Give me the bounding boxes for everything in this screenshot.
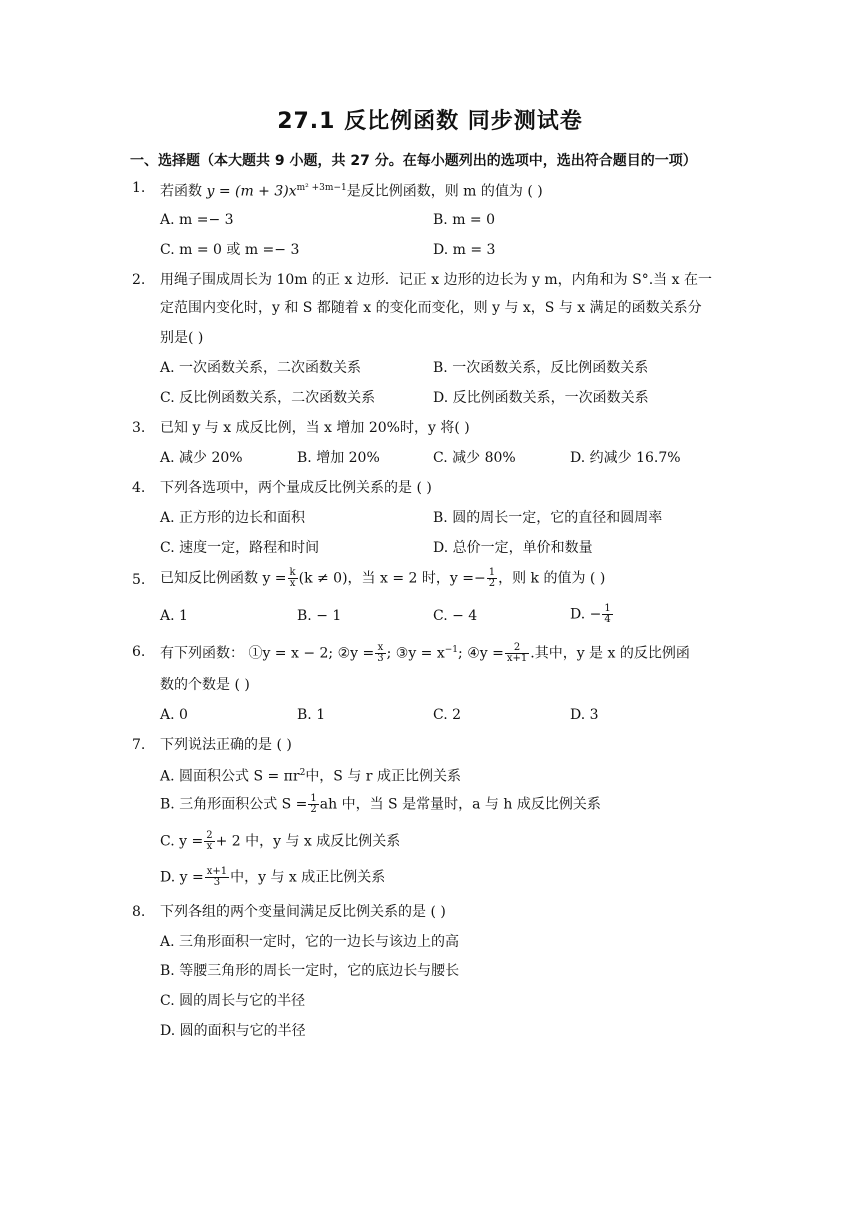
option-b: B. 1	[297, 707, 326, 723]
option-b	[160, 794, 601, 815]
option-a: A. m =− 3	[160, 212, 234, 228]
section-heading: 一、选择题（本大题共 9 小题，共 27 分。在每小题列出的选项中，选出符合题目的一项）	[130, 153, 697, 169]
option-text: C. y =	[160, 833, 204, 850]
option-c: C. − 4	[433, 608, 478, 624]
question-number: 7.	[132, 737, 146, 753]
option-text: D. y =	[160, 869, 204, 886]
question-stem-line: 数的个数是 ( )	[160, 677, 250, 693]
option-c: C. 速度一定，路程和时间	[160, 540, 320, 556]
numerator: 1	[488, 567, 496, 578]
numerator: x+1	[206, 866, 228, 877]
stem-text: ; ④y =	[458, 645, 504, 662]
option-a: A. 减少 20%	[160, 450, 243, 466]
question-number: 8.	[132, 904, 146, 920]
numerator: 1	[310, 793, 317, 804]
question-stem	[160, 640, 730, 664]
question-stem: 已知 y 与 x 成反比例，当 x 增加 20%时，y 将( )	[160, 420, 470, 436]
option-b: B. 等腰三角形的周长一定时，它的底边长与腰长	[160, 963, 460, 979]
denominator: 4	[604, 614, 611, 625]
option-text: ah 中，当 S 是常量时，a 与 h 成反比例关系	[319, 796, 601, 813]
fraction	[288, 568, 298, 589]
numerator: k	[289, 567, 296, 578]
option-d: D. 反比例函数关系，一次函数关系	[433, 390, 649, 406]
exponent: 2	[299, 768, 306, 778]
stem-text: .其中，y 是 x 的反比例函	[530, 645, 690, 662]
question-stem: 下列各选项中，两个量成反比例关系的是 ( )	[160, 480, 432, 496]
option-c	[160, 831, 400, 852]
option-a: A. 三角形面积一定时，它的一边长与该边上的高	[160, 934, 460, 950]
option-c: C. m = 0 或 m =− 3	[160, 242, 300, 258]
option-a: A. 一次函数关系，二次函数关系	[160, 360, 362, 376]
option-a: A. 1	[160, 608, 188, 624]
option-d	[570, 604, 614, 625]
fraction	[602, 604, 612, 625]
option-a: A. 0	[160, 707, 188, 723]
fraction	[204, 831, 214, 852]
option-text: A. 圆面积公式 S = πr	[160, 768, 300, 785]
option-b: B. 增加 20%	[297, 450, 380, 466]
stem-exponent: m² +3m−1	[296, 183, 347, 193]
option-c: C. 反比例函数关系，二次函数关系	[160, 390, 376, 406]
numerator: 1	[604, 603, 611, 614]
option-d: D. 3	[570, 707, 599, 723]
denominator: 3	[377, 653, 384, 665]
denominator: x	[289, 578, 296, 589]
stem-exponent: −1	[444, 645, 459, 655]
page-title: 27.1 反比例函数 同步测试卷	[277, 109, 583, 134]
question-number: 6.	[132, 644, 146, 660]
fraction	[487, 568, 497, 589]
option-b: B. m = 0	[433, 212, 496, 228]
question-stem-line: 用绳子围成周长为 10m 的正 x 边形．记正 x 边形的边长为 y m，内角和为 S°.当 x 在一	[160, 272, 712, 288]
option-d	[160, 867, 385, 888]
fraction	[505, 643, 529, 664]
stem-text: ; ③y = x	[386, 645, 445, 662]
fraction	[308, 794, 318, 815]
option-a	[160, 763, 461, 787]
stem-text: 有下列函数： ①y = x − 2; ②y =	[160, 645, 375, 662]
option-text: B. 三角形面积公式 S =	[160, 796, 308, 813]
stem-text: (k ≠ 0)，当 x = 2 时，y =−	[298, 570, 486, 587]
numerator: 2	[505, 643, 529, 654]
stem-text: 是反比例函数，则 m 的值为 ( )	[346, 183, 543, 200]
denominator: 3	[213, 877, 221, 888]
option-text: 中，y 与 x 成正比例关系	[230, 869, 386, 886]
stem-text: 若函数	[160, 183, 207, 200]
denominator: x+1	[506, 653, 528, 665]
question-stem-line: 定范围内变化时，y 和 S 都随着 x 的变化而变化，则 y 与 x，S 与 x 满足的函数关系分	[160, 300, 702, 316]
question-number: 4.	[132, 480, 146, 496]
option-text: 中，S 与 r 成正比例关系	[305, 768, 461, 785]
option-b: B. − 1	[297, 608, 342, 624]
stem-text: 已知反比例函数 y =	[160, 570, 287, 587]
option-c: C. 减少 80%	[433, 450, 516, 466]
option-d: D. 圆的面积与它的半径	[160, 1023, 306, 1039]
option-label: D. −	[570, 606, 602, 623]
stem-formula: y = (m + 3)x	[206, 183, 297, 200]
denominator: 2	[310, 804, 317, 815]
option-b: B. 一次函数关系，反比例函数关系	[433, 360, 649, 376]
question-stem-line: 别是( )	[160, 330, 204, 346]
numerator: x	[375, 643, 385, 654]
question-number: 5.	[132, 572, 146, 588]
question-stem: 下列说法正确的是 ( )	[160, 737, 292, 753]
denominator: 2	[488, 578, 496, 589]
question-number: 1.	[132, 180, 146, 196]
option-text: + 2 中，y 与 x 成反比例关系	[215, 833, 401, 850]
numerator: 2	[206, 830, 213, 841]
option-b: B. 圆的周长一定，它的直径和圆周率	[433, 510, 663, 526]
option-d: D. m = 3	[433, 242, 496, 258]
stem-text: ，则 k 的值为 ( )	[498, 570, 606, 587]
option-d: D. 总价一定，单价和数量	[433, 540, 593, 556]
fraction	[205, 867, 229, 888]
question-stem	[160, 568, 730, 589]
option-c: C. 2	[433, 707, 462, 723]
question-number: 3.	[132, 420, 146, 436]
option-c: C. 圆的周长与它的半径	[160, 993, 306, 1009]
question-stem	[160, 178, 730, 202]
fraction	[375, 643, 385, 664]
question-number: 2.	[132, 272, 146, 288]
denominator: x	[206, 841, 213, 852]
option-a: A. 正方形的边长和面积	[160, 510, 306, 526]
option-d: D. 约减少 16.7%	[570, 450, 681, 466]
question-stem: 下列各组的两个变量间满足反比例关系的是 ( )	[160, 904, 446, 920]
